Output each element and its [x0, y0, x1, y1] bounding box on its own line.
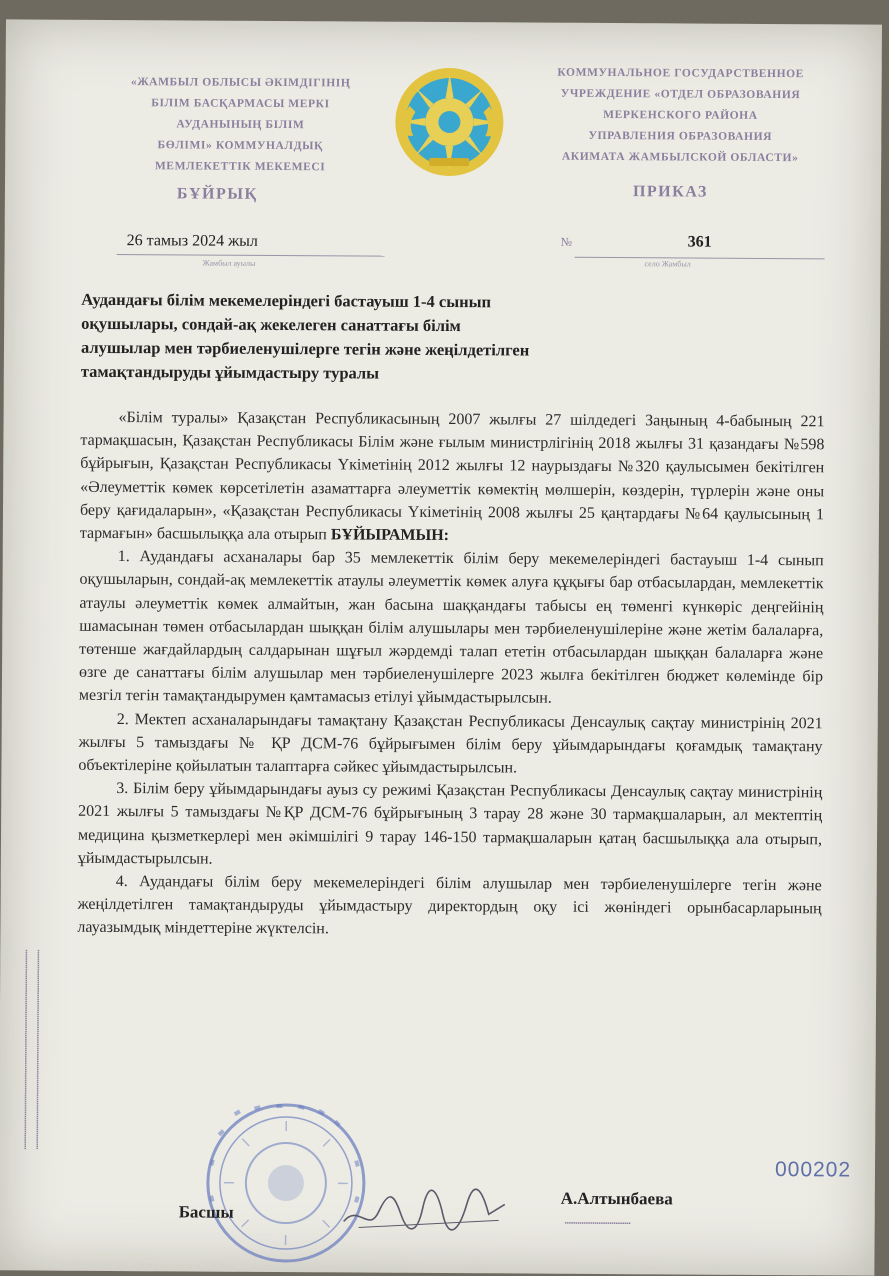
header-left-line: «ЖАМБЫЛ ОБЛЫСЫ ӘКІМДІГІНІҢ [101, 72, 381, 95]
order-date: 26 тамыз 2024 жыл [117, 232, 385, 257]
item-1: 1. Аудандағы асханалары бар 35 мемлекеттік білім беру мекемелеріндегі бастауыш 1-4 сынып оқушыларын, сондай-ақ мемлекеттік атаулы әлеуметтік көмек алуға құқығы бар отбасылардан, мемлекеттік атаулы әлеуметтік көмек алмайтын, жан басына шаққандағы табысы ең төменгі күнкөріс деңгейінің шамасынан төмен отбасылардан шыққан білім алушылары мен тәрбиеленушілеріне және жетім балаларға, төтенше жағдайлардың салдарынан шұғыл жәрдемді талап ететін отбасылардан шыққан балаларға және өзге де санаттағы білім алушылар мен тәрбиеленушілерге 2023 жылға бекітілген бюджет көлемінде бір мезгіл тегін тамақтандырумен қамтамасыз етілуі ұйымдастырылсын. [79, 545, 824, 712]
header-left-line: МЕМЛЕКЕТТІК МЕКЕМЕСІ [100, 156, 380, 179]
header-left-line: БӨЛІМІ» КОММУНАЛДЫҚ [100, 135, 380, 158]
header-right-line: МЕРКЕНСКОГО РАЙОНА [520, 104, 840, 127]
side-print-line: ▪▪▪▪▪▪▪▪▪▪▪▪▪▪▪▪▪▪▪▪▪▪▪▪▪▪▪▪▪▪▪▪▪▪▪▪▪▪▪▪▪▪▪▪▪▪▪▪▪▪▪▪▪▪▪▪▪▪▪▪▪▪▪▪▪▪▪▪▪▪▪▪▪▪▪▪▪▪▪▪▪▪▪▪▪▪▪▪▪▪▪▪▪▪ [35, 950, 42, 1150]
order-title-ru: ПРИКАЗ [633, 183, 708, 201]
title-line: алушылар мен тәрбиеленушілерге тегін және жеңілдетілген [81, 336, 641, 363]
header-right-line: УЧРЕЖДЕНИЕ «ОТДЕЛ ОБРАЗОВАНИЯ [520, 83, 840, 106]
order-number: 361 [575, 233, 825, 260]
head-title: Басшы [179, 1202, 234, 1222]
intro-paragraph [80, 406, 825, 550]
date-caption: Жамбыл ауылы [202, 259, 255, 268]
number-caption: село Жамбыл [644, 259, 690, 268]
title-line: оқушылары, сондай-ақ жекелеген санаттағы білім [81, 312, 641, 339]
header-left-line: БІЛІМ БАСҚАРМАСЫ МЕРКІ [100, 93, 380, 116]
item-4: 4. Аудандағы білім беру мекемелеріндегі білім алушылар мен тәрбиеленушілерге тегін және жеңілдетілген тамақтандыруды ұйымдастыру директордың оқу ісі жөніндегі орынбасарларының лауазымдық міндеттеріне жүктелсін. [77, 870, 821, 944]
item-2: 2. Мектеп асханаларындағы тамақтану Қазақстан Республикасы Денсаулық сақтау министрінің 2021 жылғы 5 тамыздағы № ҚР ДСМ-76 бұйрығымен білім беру ұйымдарындағы қоғамдық тамақтану объектілеріне қойылатын талаптарға сәйкес ұйымдастырылсын. [78, 707, 822, 781]
header-right-line: КОММУНАЛЬНОЕ ГОСУДАРСТВЕННОЕ [521, 62, 841, 85]
side-print-line: ▪▪▪▪▪▪▪▪▪▪▪▪▪▪▪▪▪▪▪▪▪▪▪▪▪▪▪▪▪▪▪▪▪▪▪▪▪▪▪▪▪▪▪▪▪▪▪▪▪▪▪▪▪▪▪▪▪▪▪▪▪▪▪▪▪▪▪▪▪▪▪▪▪▪▪▪▪▪▪▪▪▪▪▪▪▪▪▪▪▪▪▪▪▪ [23, 950, 30, 1150]
document-body [77, 406, 824, 944]
header-right-ru [520, 62, 841, 169]
title-line: тамақтандыруды ұйымдастыру туралы [81, 360, 641, 387]
number-label: № [561, 235, 573, 250]
signature-icon [339, 1173, 509, 1244]
side-print-marks [15, 389, 60, 1149]
serial-number: 000202 [775, 1158, 851, 1182]
intro-text: «Білім туралы» Қазақстан Республикасының 2007 жылғы 27 шілдедегі Заңының 4-бабының 221 тармақшасын, Қазақстан Республикасы Білім және ғылым министрлігінің 2018 жылғы 31 қазандағы №598 бұйрығын, Қазақстан Республикасы Үкіметінің 2012 жылғы 12 наурыздағы №320 қаулысымен бекітілген «Әлеуметтік көмек көрсетілетін азаматтарға әлеуметтік көмектің мөлшерін, көздерін, түрлерін және оны беру қағидаларын», «Қазақстан Республикасы Үкіметінің 2008 жылғы 25 қаңтардағы №64 қаулысының 1 тармағын» басшылыққа ала отырып [80, 409, 825, 543]
document-sheet [0, 19, 882, 1275]
header-left-line: АУДАНЫНЫҢ БІЛІМ [100, 114, 380, 137]
print-note: ▪▪▪▪▪▪▪▪▪▪▪▪▪▪▪▪▪▪▪▪▪▪▪▪▪▪▪▪▪▪▪ [565, 1221, 865, 1229]
title-line: Аудандағы білім мекемелеріндегі бастауыш 1-4 сынып [81, 288, 641, 315]
state-emblem-icon [393, 66, 506, 179]
order-word: БҰЙЫРАМЫН: [331, 526, 449, 544]
item-3: 3. Білім беру ұйымдарындағы ауыз су режимі Қазақстан Республикасы Денсаулық сақтау министрінің 2021 жылғы 5 тамыздағы №ҚР ДСМ-76 бұйрығының 3 тарау 28 және 30 тармақшаларын, ал мектептің медицина қызметкерлері мен әкімшілігі 9 тарау 146-150 тармақшаларын қатаң басшылыққа ала отырып, ұйымдастырылсын. [78, 777, 823, 874]
header-right-line: УПРАВЛЕНИЯ ОБРАЗОВАНИЯ [520, 125, 840, 148]
order-title-kz: БҰЙРЫҚ [177, 185, 258, 203]
header-right-line: АКИМАТА ЖАМБЫЛСКОЙ ОБЛАСТИ» [520, 146, 840, 169]
header-left-kz [100, 72, 381, 179]
head-name: А.Алтынбаева [561, 1189, 673, 1210]
document-title [81, 288, 642, 387]
